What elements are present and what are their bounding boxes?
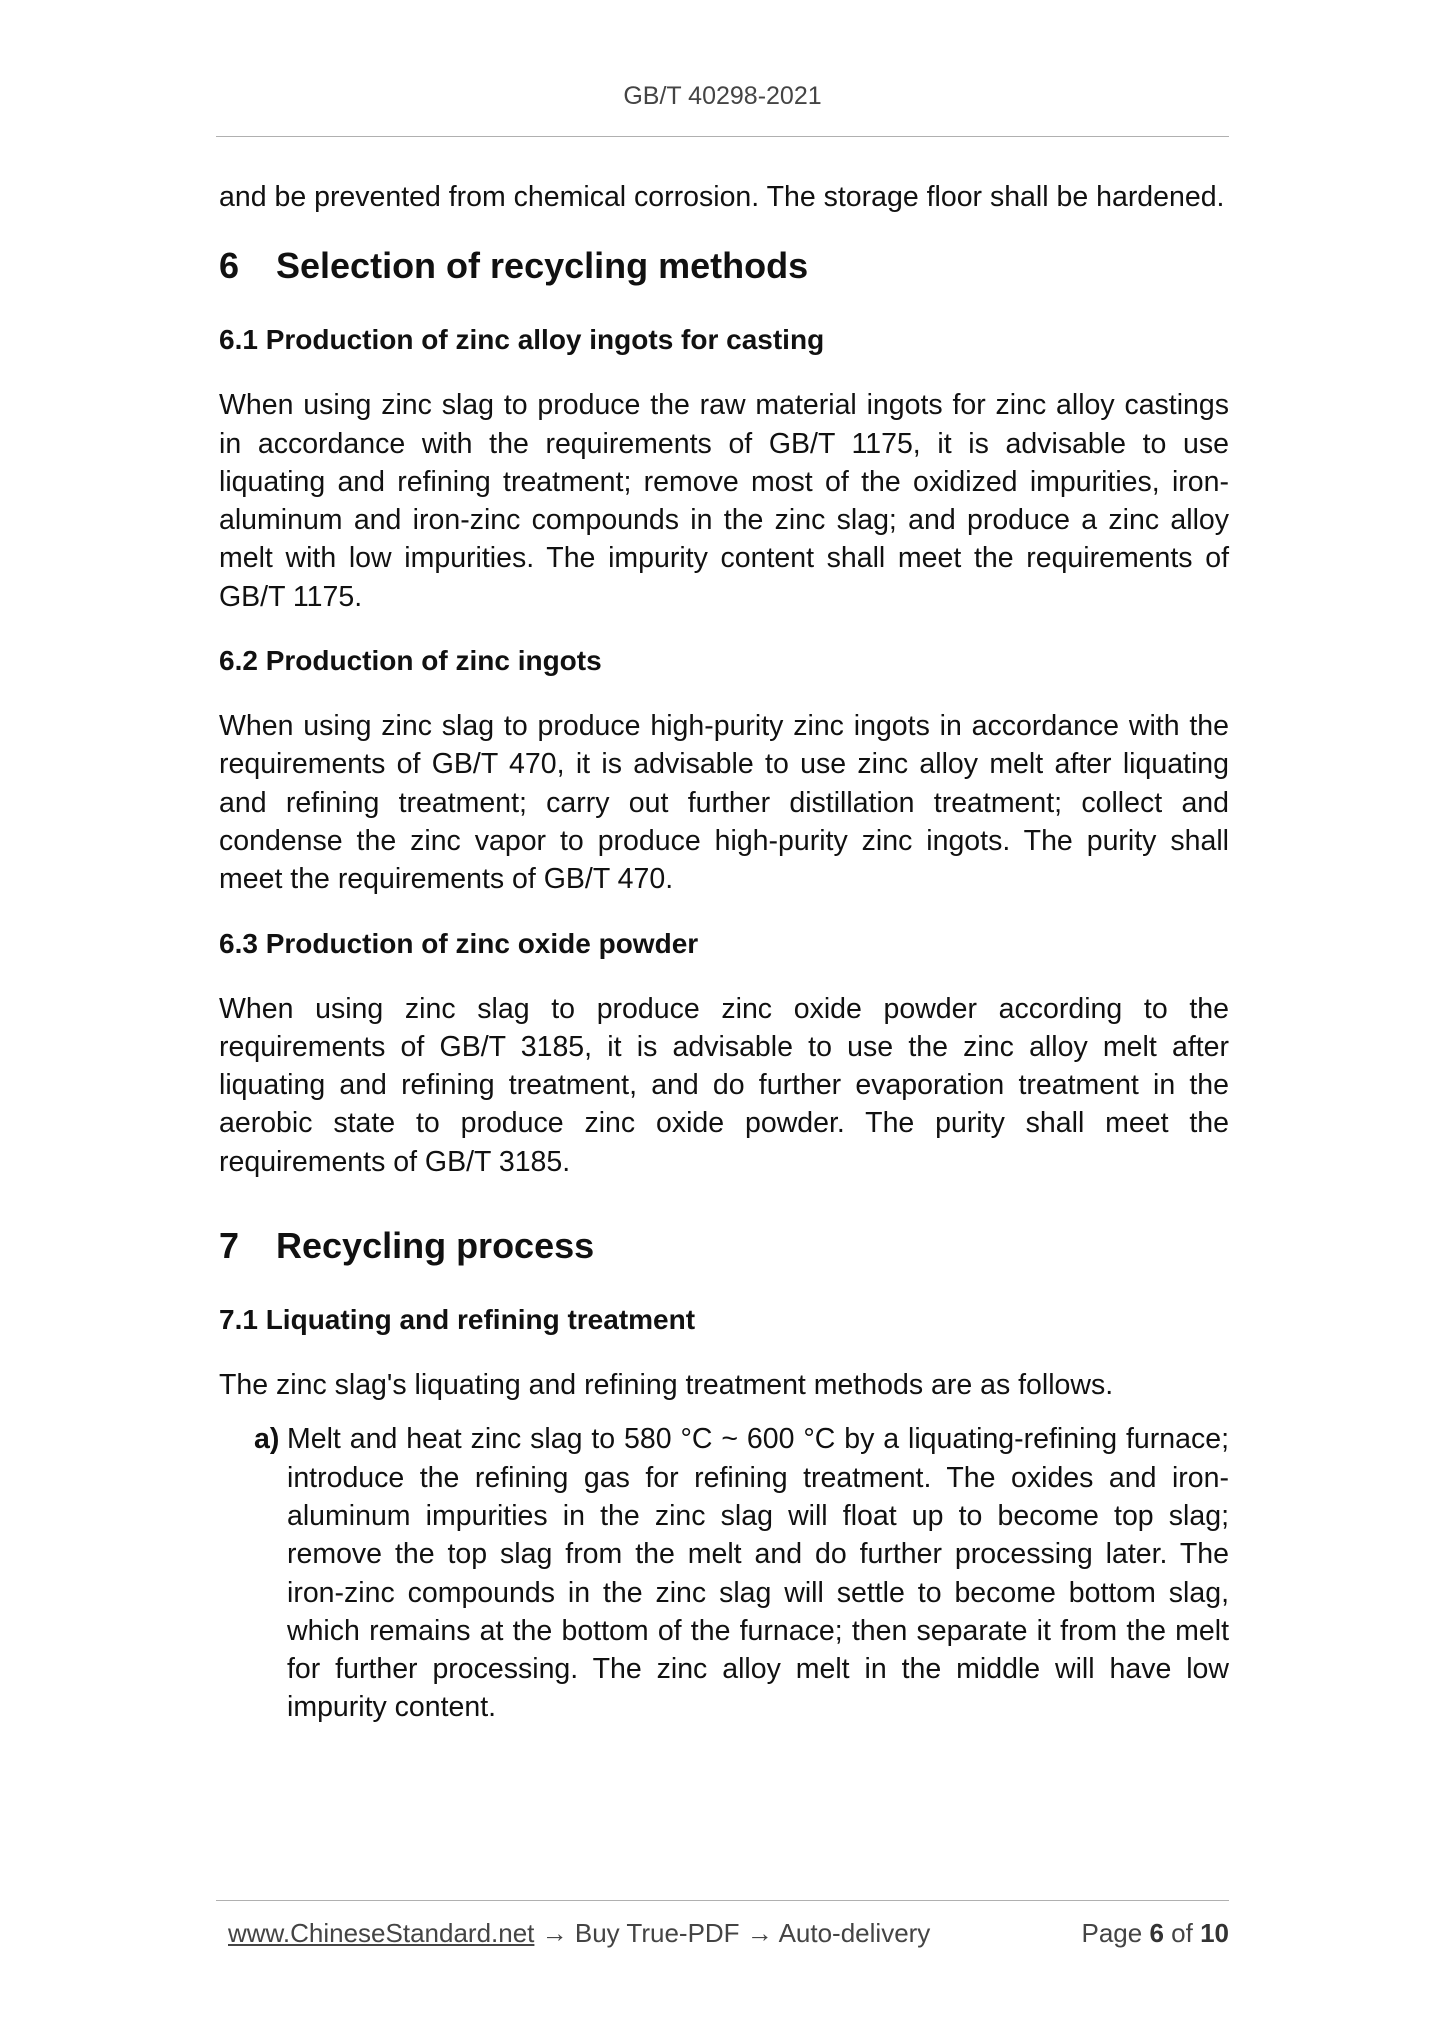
- section-6-number: 6: [219, 245, 240, 287]
- intro-continuation: and be prevented from chemical corrosion. The storage floor shall be hardened.: [219, 181, 1225, 213]
- section-7-number: 7: [219, 1225, 240, 1267]
- document-header: GB/T 40298-2021: [623, 82, 822, 110]
- footer-divider: [216, 1900, 1229, 1901]
- list-item-a-marker: a): [254, 1423, 280, 1456]
- subsection-6-3-text: When using zinc slag to produce zinc oxide powder according to the requirements of GB/T 3185, it is advisable to use the zinc alloy melt after liquating and refining treatment, and do further evaporation treatment in the aerobic state to produce zinc oxide powder. The purity shall meet the requirements of GB/T 3185.: [219, 992, 1229, 1178]
- subsection-7-1-intro: The zinc slag's liquating and refining treatment methods are as follows.: [219, 1369, 1114, 1402]
- section-7-title: Recycling process: [276, 1225, 595, 1267]
- website-link[interactable]: www.ChineseStandard.net: [228, 1918, 535, 1948]
- footer-promo: → Buy True-PDF → Auto-delivery: [534, 1918, 931, 1948]
- section-7-heading: [219, 1224, 1229, 1268]
- list-item-a-text: Melt and heat zinc slag to 580 °C ~ 600 °C by a liquating-refining furnace; introduce the refining gas for refining treatment. The oxides and iron-aluminum impurities in the zinc slag will float up to become top slag; remove the top slag from the melt and do further processing later. The iron-zinc compounds in the zinc slag will settle to become bottom slag, which remains at the bottom of the furnace; then separate it from the melt for further processing. The zinc alloy melt in the middle will have low impurity content.: [287, 1423, 1229, 1724]
- subsection-6-2-text: When using zinc slag to produce high-purity zinc ingots in accordance with the requirements of GB/T 470, it is advisable to use zinc alloy melt after liquating and refining treatment; carry out further distillation treatment; collect and condense the zinc vapor to produce high-purity zinc ingots. The purity shall meet the requirements of GB/T 470.: [219, 710, 1229, 896]
- section-6-title: Selection of recycling methods: [276, 245, 809, 287]
- subsection-6-1-text: When using zinc slag to produce the raw material ingots for zinc alloy castings in accordance with the requirements of GB/T 1175, it is advisable to use liquating and refining treatment; remove most of the oxidized impurities, iron-aluminum and iron-zinc compounds in the zinc slag; and produce a zinc alloy melt with low impurities. The impurity content shall meet the requirements of GB/T 1175.: [219, 389, 1229, 613]
- list-item-a: [219, 1420, 1229, 1726]
- subsection-6-3-heading: 6.3 Production of zinc oxide powder: [219, 927, 699, 959]
- document-body: [219, 178, 1229, 1727]
- page-indicator: [1081, 1918, 1229, 1949]
- subsection-6-1-heading: 6.1 Production of zinc alloy ingots for casting: [219, 324, 825, 356]
- page-total: 10: [1200, 1918, 1229, 1948]
- page-label: Page: [1081, 1918, 1143, 1948]
- section-6-heading: [219, 244, 1229, 288]
- page-current: 6: [1149, 1918, 1164, 1948]
- subsection-6-2-heading: 6.2 Production of zinc ingots: [219, 645, 602, 677]
- document-footer: [228, 1918, 1229, 1949]
- header-divider: [216, 136, 1229, 137]
- subsection-7-1-heading: 7.1 Liquating and refining treatment: [219, 1304, 696, 1336]
- page-of-label: of: [1171, 1918, 1193, 1948]
